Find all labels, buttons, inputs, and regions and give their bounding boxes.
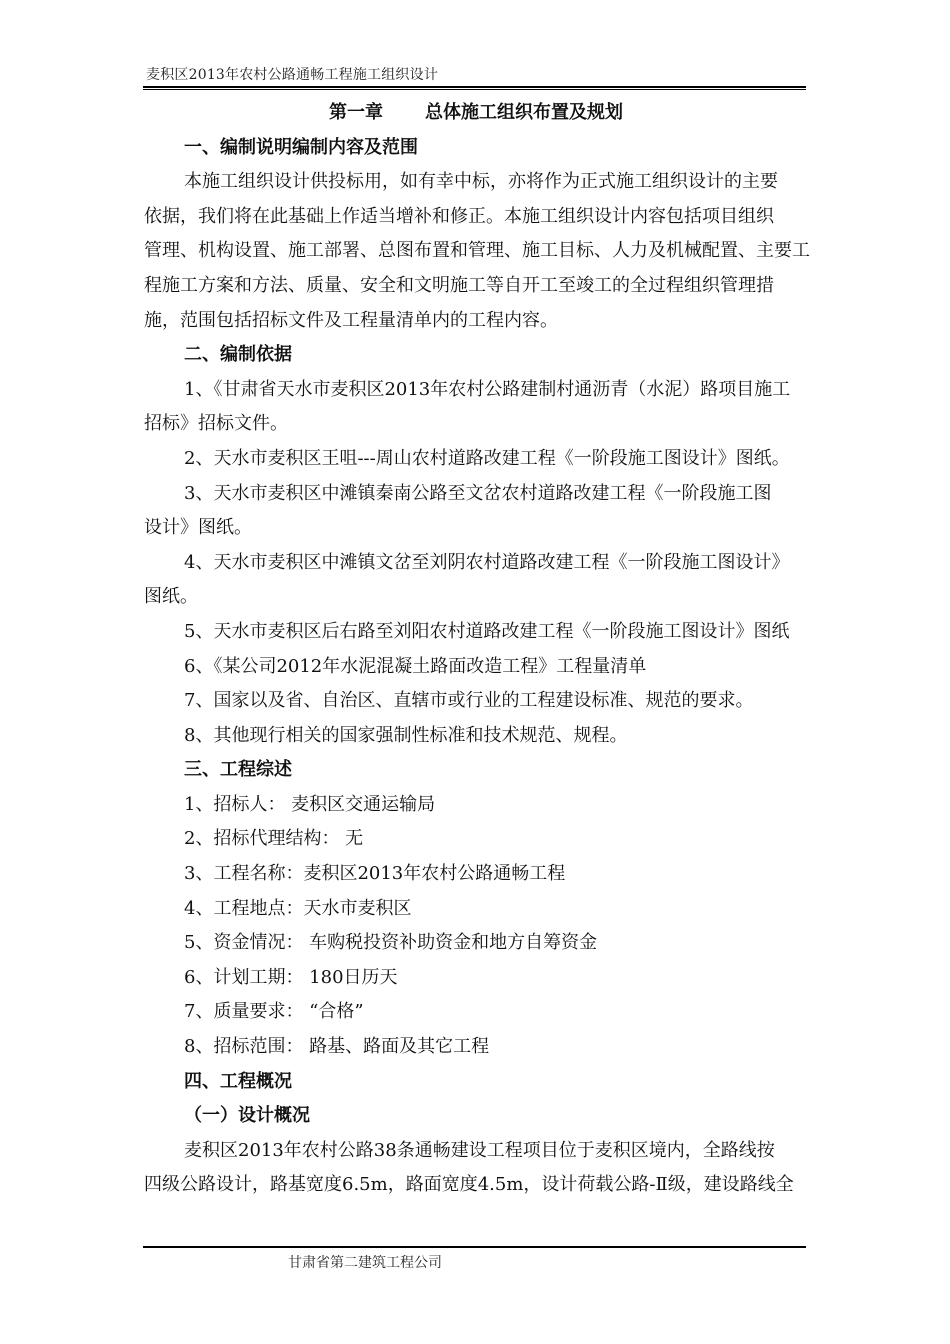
list-item: 6、《某公司2012年水泥混凝土路面改造工程》工程量清单 bbox=[184, 655, 647, 677]
list-item: 4、工程地点：天水市麦积区 bbox=[184, 897, 412, 919]
header-rule-thick bbox=[143, 86, 806, 88]
footer-company: 甘肃省第二建筑工程公司 bbox=[288, 1255, 442, 1271]
list-item: 1、《甘肃省天水市麦积区2013年农村公路建制村通沥青（水泥）路项目施工 bbox=[184, 378, 791, 400]
list-item-continuation: 招标》招标文件。 bbox=[144, 413, 288, 435]
list-item: 5、天水市麦积区后右路至刘阳农村道路改建工程《一阶段施工图设计》图纸 bbox=[184, 620, 790, 642]
chapter-number: 第一章 bbox=[329, 102, 383, 123]
list-item: 2、招标代理结构： 无 bbox=[184, 828, 364, 850]
document-body bbox=[144, 96, 808, 1203]
list-item: 3、工程名称：麦积区2013年农村公路通畅工程 bbox=[184, 863, 566, 885]
paragraph-line: 施，范围包括招标文件及工程量清单内的工程内容。 bbox=[144, 309, 558, 331]
list-item: 6、计划工期： 180日历天 bbox=[184, 966, 398, 988]
list-item: 3、天水市麦积区中滩镇秦南公路至文岔农村道路改建工程《一阶段施工图 bbox=[184, 482, 772, 504]
page-header-title: 麦积区2013年农村公路通畅工程施工组织设计 bbox=[146, 67, 439, 83]
section-heading: 三、工程综述 bbox=[184, 759, 292, 781]
list-item: 2、天水市麦积区王咀---周山农村道路改建工程《一阶段施工图设计》图纸。 bbox=[184, 447, 790, 469]
section-heading: 二、编制依据 bbox=[184, 344, 292, 366]
subsection-heading: （一）设计概况 bbox=[184, 1105, 310, 1127]
list-item: 8、其他现行相关的国家强制性标准和技术规范、规程。 bbox=[184, 724, 628, 746]
list-item: 7、国家以及省、自治区、直辖市或行业的工程建设标准、规范的要求。 bbox=[184, 690, 754, 712]
paragraph-line: 管理、机构设置、施工部署、总图布置和管理、施工目标、人力及机械配置、主要工 bbox=[144, 240, 810, 262]
chapter-heading: 总体施工组织布置及规划 bbox=[425, 102, 623, 123]
paragraph-line: 程施工方案和方法、质量、安全和文明施工等自开工至竣工的全过程组织管理措 bbox=[144, 274, 774, 296]
list-item: 1、招标人： 麦积区交通运输局 bbox=[184, 793, 436, 815]
list-item-continuation: 图纸。 bbox=[144, 586, 198, 608]
list-item: 4、天水市麦积区中滩镇文岔至刘阴农村道路改建工程《一阶段施工图设计》 bbox=[184, 551, 790, 573]
section-heading: 四、工程概况 bbox=[184, 1070, 292, 1092]
list-item: 5、资金情况： 车购税投资补助资金和地方自筹资金 bbox=[184, 932, 598, 954]
section-heading: 一、编制说明编制内容及范围 bbox=[184, 136, 418, 158]
header-rule-thin bbox=[143, 89, 806, 90]
list-item: 8、招标范围： 路基、路面及其它工程 bbox=[184, 1036, 490, 1058]
list-item: 7、质量要求： “合格” bbox=[184, 1001, 364, 1023]
footer-rule bbox=[143, 1246, 806, 1248]
paragraph-line: 四级公路设计，路基宽度6.5m，路面宽度4.5m，设计荷载公路-Ⅱ级，建设路线全 bbox=[144, 1174, 794, 1196]
paragraph-line: 本施工组织设计供投标用，如有幸中标，亦将作为正式施工组织设计的主要 bbox=[184, 171, 778, 193]
paragraph-line: 依据，我们将在此基础上作适当增补和修正。本施工组织设计内容包括项目组织 bbox=[144, 205, 774, 227]
list-item-continuation: 设计》图纸。 bbox=[144, 517, 252, 539]
paragraph-line: 麦积区2013年农村公路38条通畅建设工程项目位于麦积区境内，全路线按 bbox=[184, 1139, 775, 1161]
chapter-title bbox=[144, 96, 808, 131]
